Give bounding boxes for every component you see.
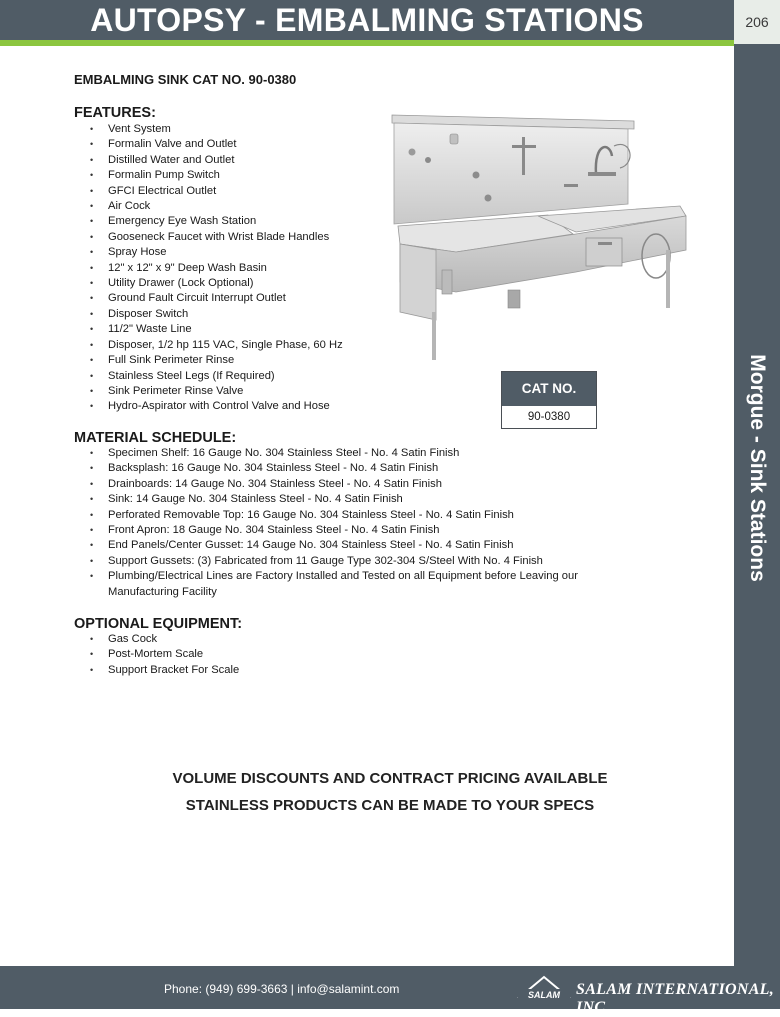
list-item: • Post-Mortem Scale: [74, 647, 239, 662]
list-item: • Sink: 14 Gauge No. 304 Stainless Steel - No. 4 Satin Finish: [74, 492, 634, 507]
list-item: • Formalin Pump Switch: [74, 168, 343, 183]
list-item: • End Panels/Center Gusset: 14 Gauge No. 304 Stainless Steel - No. 4 Satin Finish: [74, 538, 634, 553]
contact-info: Phone: (949) 699-3663 | info@salamint.com: [164, 982, 400, 996]
features-heading: FEATURES:: [74, 105, 156, 121]
header-accent-stripe: [0, 40, 734, 46]
features-list: [74, 122, 343, 415]
list-item: • Sink Perimeter Rinse Valve: [74, 384, 343, 399]
promo-line-2: STAINLESS PRODUCTS CAN BE MADE TO YOUR SPECS: [185, 797, 595, 814]
list-item: • 12" x 12" x 9" Deep Wash Basin: [74, 261, 343, 276]
cat-number-table: [501, 371, 597, 429]
sidebar-section-label: Morgue - Sink Stations: [746, 354, 769, 582]
page-number: 206: [734, 0, 780, 44]
salam-logo-icon: [516, 975, 572, 1001]
list-item: • Gas Cock: [74, 632, 239, 647]
list-item: • Vent System: [74, 122, 343, 137]
list-item: • Emergency Eye Wash Station: [74, 214, 343, 229]
product-title: EMBALMING SINK CAT NO. 90-0380: [74, 72, 297, 87]
list-item: • Utility Drawer (Lock Optional): [74, 276, 343, 291]
list-item: • Distilled Water and Outlet: [74, 153, 343, 168]
list-item: • Gooseneck Faucet with Wrist Blade Handles: [74, 230, 343, 245]
list-item: • GFCI Electrical Outlet: [74, 184, 343, 199]
embalming-sink-image: [388, 112, 688, 364]
list-item: • Specimen Shelf: 16 Gauge No. 304 Stainless Steel - No. 4 Satin Finish: [74, 446, 634, 461]
list-item: • 11/2" Waste Line: [74, 322, 343, 337]
list-item: • Perforated Removable Top: 16 Gauge No. 304 Stainless Steel - No. 4 Satin Finish: [74, 508, 634, 523]
material-schedule-heading: MATERIAL SCHEDULE:: [74, 430, 237, 446]
list-item: • Air Cock: [74, 199, 343, 214]
list-item: • Formalin Valve and Outlet: [74, 137, 343, 152]
list-item: • Spray Hose: [74, 245, 343, 260]
list-item: • Ground Fault Circuit Interrupt Outlet: [74, 291, 343, 306]
page-title: AUTOPSY - EMBALMING STATIONS: [90, 2, 644, 38]
company-name: SALAM INTERNATIONAL, INC.: [576, 981, 775, 1016]
optional-equipment-list: [74, 632, 239, 678]
list-item: • Disposer, 1/2 hp 115 VAC, Single Phase, 60 Hz: [74, 338, 343, 353]
list-item: • Front Apron: 18 Gauge No. 304 Stainless Steel - No. 4 Satin Finish: [74, 523, 634, 538]
list-item: • Support Gussets: (3) Fabricated from 11 Gauge Type 302-304 S/Steel With No. 4 Finish: [74, 554, 634, 569]
list-item: • Full Sink Perimeter Rinse: [74, 353, 343, 368]
optional-equipment-heading: OPTIONAL EQUIPMENT:: [74, 616, 243, 632]
list-item: • Stainless Steel Legs (If Required): [74, 369, 343, 384]
cat-number-header: CAT NO.: [502, 372, 596, 406]
cat-number-value: 90-0380: [502, 406, 596, 428]
list-item: • Drainboards: 14 Gauge No. 304 Stainless Steel - No. 4 Satin Finish: [74, 477, 634, 492]
logo-wordmark: SALAM: [528, 990, 560, 1000]
list-item: • Support Bracket For Scale: [74, 663, 239, 678]
list-item: • Disposer Switch: [74, 307, 343, 322]
list-item: • Hydro-Aspirator with Control Valve and Hose: [74, 399, 343, 414]
list-item: • Backsplash: 16 Gauge No. 304 Stainless Steel - No. 4 Satin Finish: [74, 461, 634, 476]
header-bar: [0, 0, 780, 40]
material-schedule-list: [74, 446, 634, 600]
list-item: • Plumbing/Electrical Lines are Factory Installed and Tested on all Equipment before Leaving our Manufacturing Facility: [74, 569, 634, 600]
promo-line-1: VOLUME DISCOUNTS AND CONTRACT PRICING AVAILABLE: [172, 770, 608, 787]
